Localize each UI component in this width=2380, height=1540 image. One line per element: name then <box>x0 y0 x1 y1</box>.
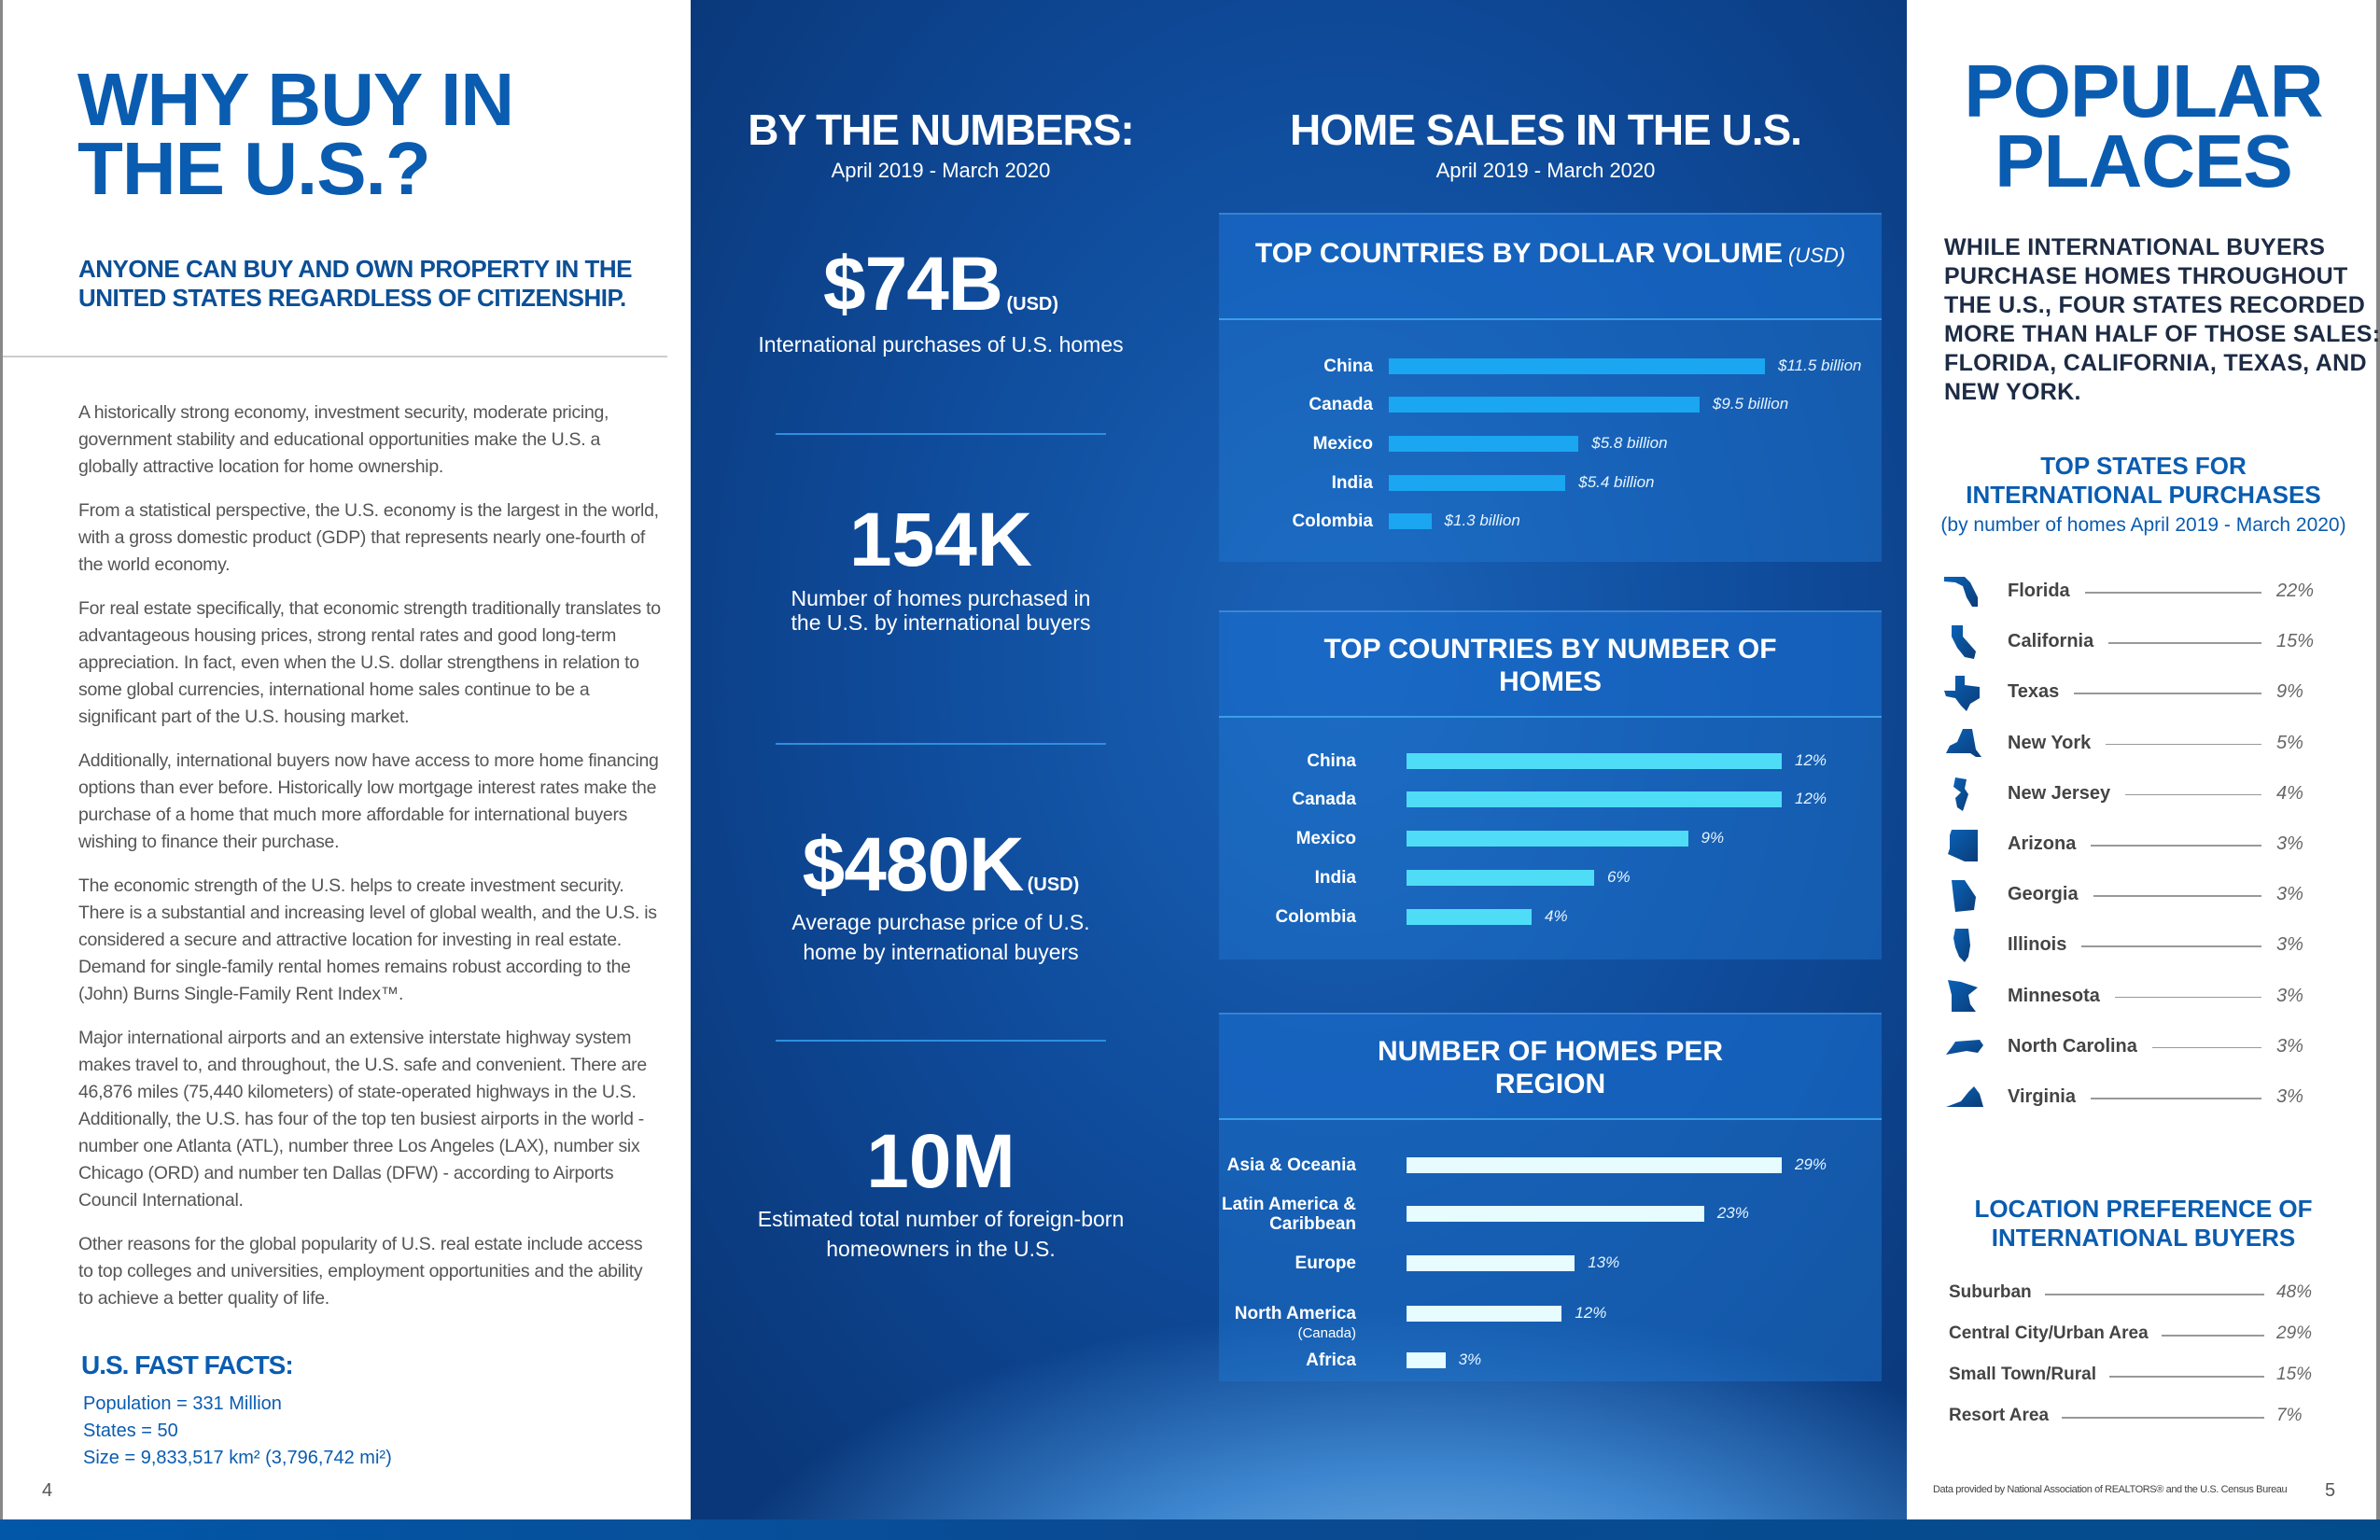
bar-label: Colombia <box>1292 511 1373 531</box>
page-number: 4 <box>42 1480 53 1501</box>
bar-label: Latin America & Caribbean <box>1222 1195 1356 1234</box>
state-name: Illinois <box>2008 934 2067 956</box>
bar-value-label: $5.4 billion <box>1578 473 1655 491</box>
bar-label: China <box>1323 357 1373 376</box>
leader-line <box>2108 642 2261 644</box>
leader-line <box>2106 744 2261 746</box>
location-name: Suburban <box>1949 1282 2032 1302</box>
left-page <box>0 0 691 1540</box>
title-line: LOCATION PREFERENCE OF <box>1974 1195 2313 1223</box>
leader-line <box>2109 1376 2264 1378</box>
bar <box>1407 1206 1704 1222</box>
stat-value: 10M <box>866 1119 1015 1204</box>
state-percent: 4% <box>2276 782 2303 804</box>
state-name: California <box>2008 631 2094 652</box>
leader-line <box>2045 1294 2264 1295</box>
separator <box>776 433 1106 435</box>
bar-label: Asia & Oceania <box>1226 1155 1356 1175</box>
title-line: TOP STATES FOR <box>2040 452 2247 480</box>
state-row <box>1907 623 2380 661</box>
bar-label: Mexico <box>1295 829 1356 848</box>
chart-title: TOP COUNTRIES BY NUMBER OF HOMES <box>1323 634 1777 697</box>
state-percent: 3% <box>2276 833 2303 854</box>
new-york-icon <box>1942 725 1983 763</box>
state-percent: 3% <box>2276 1086 2303 1107</box>
paragraph: Other reasons for the global popularity of U.S. real estate include access to top colleges and universities, employment opportunities and the ability to achieve a better quality of life. <box>78 1234 643 1309</box>
paragraph: The economic strength of the U.S. helps to create investment security. There is a substantial and increasing level of global wealth, and the U.S. is considered a secure and attractive location for investing in real estate. Demand for single-family rental homes remains robust according to the (John) Burns Single-Family Rent Index™. <box>78 875 657 1004</box>
bar-value-label: $5.8 billion <box>1591 434 1668 452</box>
stat-unit: (USD) <box>1006 294 1059 315</box>
state-row <box>1907 927 2380 964</box>
fast-fact: Size = 9,833,517 km² (3,796,742 mi²) <box>83 1448 392 1468</box>
intro-text: WHILE INTERNATIONAL BUYERS PURCHASE HOMES THROUGHOUT THE U.S., FOUR STATES RECORDED MORE THAN HALF OF THOSE SALES: FLORIDA, CALIFORNIA, TEXAS, AND NEW YORK. <box>1944 234 2380 405</box>
state-name: New York <box>2008 732 2092 753</box>
leader-line <box>2081 945 2261 947</box>
location-row <box>1907 1357 2380 1394</box>
state-row <box>1907 776 2380 813</box>
fast-facts-title: U.S. FAST FACTS: <box>81 1351 293 1379</box>
bar-label: Africa <box>1306 1351 1356 1370</box>
georgia-icon <box>1942 876 1983 914</box>
subtitle: ANYONE CAN BUY AND OWN PROPERTY IN THE UNITED STATES REGARDLESS OF CITIZENSHIP. <box>78 255 633 312</box>
location-name: Central City/Urban Area <box>1949 1323 2149 1343</box>
bar-value-label: 29% <box>1795 1155 1827 1173</box>
chart-header <box>1219 612 1882 718</box>
location-percent: 15% <box>2276 1365 2313 1384</box>
chart-number-of-homes <box>1219 610 1882 959</box>
bar <box>1389 397 1700 413</box>
state-row <box>1907 826 2380 863</box>
chart-dollar-volume <box>1219 213 1882 562</box>
state-row <box>1907 573 2380 610</box>
state-row <box>1907 978 2380 1015</box>
bar-label: North America (Canada) <box>1113 1304 1356 1343</box>
state-row <box>1907 1079 2380 1116</box>
paragraph: A historically strong economy, investment security, moderate pricing, government stability and educational opportunities make the U.S. a globally attractive location for home ownership. <box>78 402 609 477</box>
state-percent: 5% <box>2276 732 2303 753</box>
bar-sublabel: (Canada) <box>1297 1325 1356 1341</box>
stat-caption: Average purchase price of U.S. home by international buyers <box>791 910 1090 964</box>
paragraph: Major international airports and an extensive interstate highway system makes travel to, and throughout, the U.S. safe and convenient. There are 46,876 miles (75,440 kilometers) of state-operated highways in the U.S. Additionally, the U.S. has four of the top ten busiest airports in the world - number one Atlanta (ATL), number three Los Angeles (LAX), number six Chicago (ORD) and number ten Dallas (DFW) - according to Airports Council International. <box>78 1028 647 1211</box>
state-name: Florida <box>2008 581 2070 601</box>
infographic-panel <box>691 0 1907 1540</box>
state-name: Minnesota <box>2008 985 2100 1006</box>
state-percent: 9% <box>2276 681 2303 703</box>
bar-label: Mexico <box>1312 434 1373 454</box>
bar <box>1389 358 1765 374</box>
bar <box>1407 753 1782 769</box>
state-row <box>1907 876 2380 914</box>
chart-title: TOP COUNTRIES BY DOLLAR VOLUME (USD) <box>1254 238 1846 269</box>
title-line: INTERNATIONAL PURCHASES <box>1966 481 2321 509</box>
chart-homes-per-region <box>1219 1013 1882 1381</box>
bar <box>1407 1157 1782 1173</box>
separator <box>776 743 1106 745</box>
bar-label: Europe <box>1295 1253 1356 1273</box>
paragraph: For real estate specifically, that economic strength traditionally translates to advantageous housing prices, strong rental rates and good long-term appreciation. In fact, even when the U.S. dollar strengthens in relation to some global currencies, international home sales continue to be a significant part of the U.S. housing market. <box>78 598 661 727</box>
state-name: Georgia <box>2008 884 2079 905</box>
new-jersey-icon <box>1942 776 1983 813</box>
bar <box>1389 513 1432 529</box>
bar <box>1407 870 1594 886</box>
stat-caption: Number of homes purchased in the U.S. by international buyers <box>791 586 1091 635</box>
states-subtitle: (by number of homes April 2019 - March 2020) <box>1940 514 2346 536</box>
bar <box>1407 909 1532 925</box>
leader-line <box>2091 1098 2261 1099</box>
bottom-stripe <box>0 1519 2380 1540</box>
leader-line <box>2162 1335 2264 1337</box>
bar-value-label: $1.3 billion <box>1444 511 1520 529</box>
chart-header <box>1219 1015 1882 1120</box>
location-percent: 29% <box>2276 1323 2313 1343</box>
location-percent: 7% <box>2276 1406 2303 1425</box>
title-line: THE U.S.? <box>77 127 430 210</box>
bar <box>1407 1352 1446 1368</box>
bar-label: Colombia <box>1275 907 1356 927</box>
leader-line <box>2152 1047 2261 1049</box>
texas-icon <box>1942 674 1983 711</box>
bar-value-label: 12% <box>1575 1304 1607 1322</box>
location-row <box>1907 1398 2380 1435</box>
state-name: North Carolina <box>2008 1035 2137 1057</box>
fast-facts-list <box>83 1391 392 1472</box>
separator <box>776 1040 1106 1042</box>
bar-label: Canada <box>1309 395 1373 414</box>
state-name: Texas <box>2008 681 2060 703</box>
location-percent: 48% <box>2276 1282 2313 1302</box>
bar <box>1407 1306 1561 1322</box>
title-line: PLACES <box>1995 119 2292 203</box>
numbers-title: BY THE NUMBERS: <box>748 105 1134 154</box>
bar <box>1407 791 1782 807</box>
chart-header <box>1219 215 1882 320</box>
leader-line <box>2093 895 2261 897</box>
title-line: WHY BUY IN <box>77 58 514 141</box>
bar-label: China <box>1307 751 1356 771</box>
bar <box>1407 1255 1575 1271</box>
stat-value: $74B <box>822 242 1003 327</box>
bar-label: India <box>1331 473 1373 493</box>
florida-icon <box>1942 573 1983 610</box>
stat-caption: Estimated total number of foreign-born homeowners in the U.S. <box>757 1207 1125 1261</box>
bar <box>1407 831 1688 847</box>
bar-label: India <box>1314 868 1356 888</box>
leader-line <box>2115 997 2261 999</box>
virginia-icon <box>1942 1079 1983 1116</box>
state-percent: 15% <box>2276 631 2315 652</box>
state-row <box>1907 1029 2380 1066</box>
state-name: New Jersey <box>2008 782 2111 804</box>
stat-value: 154K <box>848 497 1033 582</box>
fast-fact: States = 50 <box>83 1421 178 1441</box>
bar-value-label: 23% <box>1716 1204 1749 1222</box>
paragraph: From a statistical perspective, the U.S. economy is the largest in the world, with a gross domestic product (GDP) that represents nearly one-fourth of the world economy. <box>78 500 659 575</box>
location-name: Resort Area <box>1949 1406 2050 1425</box>
location-name: Small Town/Rural <box>1949 1365 2097 1384</box>
page-title <box>77 58 514 210</box>
chart-title-unit: (USD) <box>1787 244 1846 267</box>
fast-fact: Population = 331 Million <box>83 1393 282 1414</box>
title-line: POPULAR <box>1964 49 2323 133</box>
bar <box>1389 475 1565 491</box>
bar-value-label: 9% <box>1701 829 1725 847</box>
body-text <box>78 399 662 1329</box>
leader-line <box>2125 794 2261 796</box>
sales-title: HOME SALES IN THE U.S. <box>1290 105 1801 154</box>
state-percent: 3% <box>2276 1035 2303 1057</box>
page-title <box>1907 49 2380 203</box>
stat-volume <box>691 241 1191 329</box>
illinois-icon <box>1942 927 1983 964</box>
stat-unit: (USD) <box>1027 875 1080 895</box>
state-percent: 22% <box>2276 581 2315 601</box>
bar-value-label: $9.5 billion <box>1712 395 1789 413</box>
bar-value-label: $11.5 billion <box>1778 357 1862 374</box>
bar-value-label: 3% <box>1458 1351 1482 1368</box>
stat-caption: International purchases of U.S. homes <box>758 332 1124 357</box>
minnesota-icon <box>1942 978 1983 1015</box>
divider <box>3 356 667 357</box>
states-title <box>1907 452 2380 510</box>
state-percent: 3% <box>2276 884 2303 905</box>
stat-value: $480K <box>802 822 1024 907</box>
numbers-date: April 2019 - March 2020 <box>831 159 1051 182</box>
arizona-icon <box>1942 826 1983 863</box>
title-line: INTERNATIONAL BUYERS <box>1991 1224 2296 1252</box>
leader-line <box>2091 845 2261 847</box>
right-page <box>1907 0 2380 1540</box>
sales-date: April 2019 - March 2020 <box>1435 159 1656 182</box>
location-title <box>1907 1195 2380 1253</box>
state-row <box>1907 725 2380 763</box>
state-percent: 3% <box>2276 934 2303 956</box>
leader-line <box>2085 592 2261 594</box>
source-note: Data provided by National Association of REALTORS® and the U.S. Census Bureau <box>1933 1484 2288 1495</box>
north-carolina-icon <box>1942 1029 1983 1066</box>
bar-label: Canada <box>1292 790 1356 809</box>
bar-value-label: 12% <box>1795 790 1827 807</box>
state-row <box>1907 674 2380 711</box>
bar-value-label: 12% <box>1795 751 1827 769</box>
location-row <box>1907 1275 2380 1312</box>
page-number: 5 <box>2325 1480 2336 1501</box>
state-percent: 3% <box>2276 985 2303 1006</box>
state-name: Arizona <box>2008 833 2077 854</box>
bar-value-label: 13% <box>1588 1253 1620 1271</box>
paragraph: Additionally, international buyers now have access to more home financing options than ever before. Historically low mortgage interest rates make the purchase of a home that much more affordable for international buyers wishing to finance their purchase. <box>78 750 659 852</box>
leader-line <box>2074 693 2261 694</box>
bar <box>1389 436 1578 452</box>
leader-line <box>2062 1417 2264 1419</box>
bar-value-label: 6% <box>1607 868 1631 886</box>
bar-value-label: 4% <box>1545 907 1568 925</box>
state-name: Virginia <box>2008 1086 2076 1107</box>
california-icon <box>1942 623 1983 661</box>
chart-title: NUMBER OF HOMES PER REGION <box>1377 1036 1724 1099</box>
location-row <box>1907 1316 2380 1353</box>
